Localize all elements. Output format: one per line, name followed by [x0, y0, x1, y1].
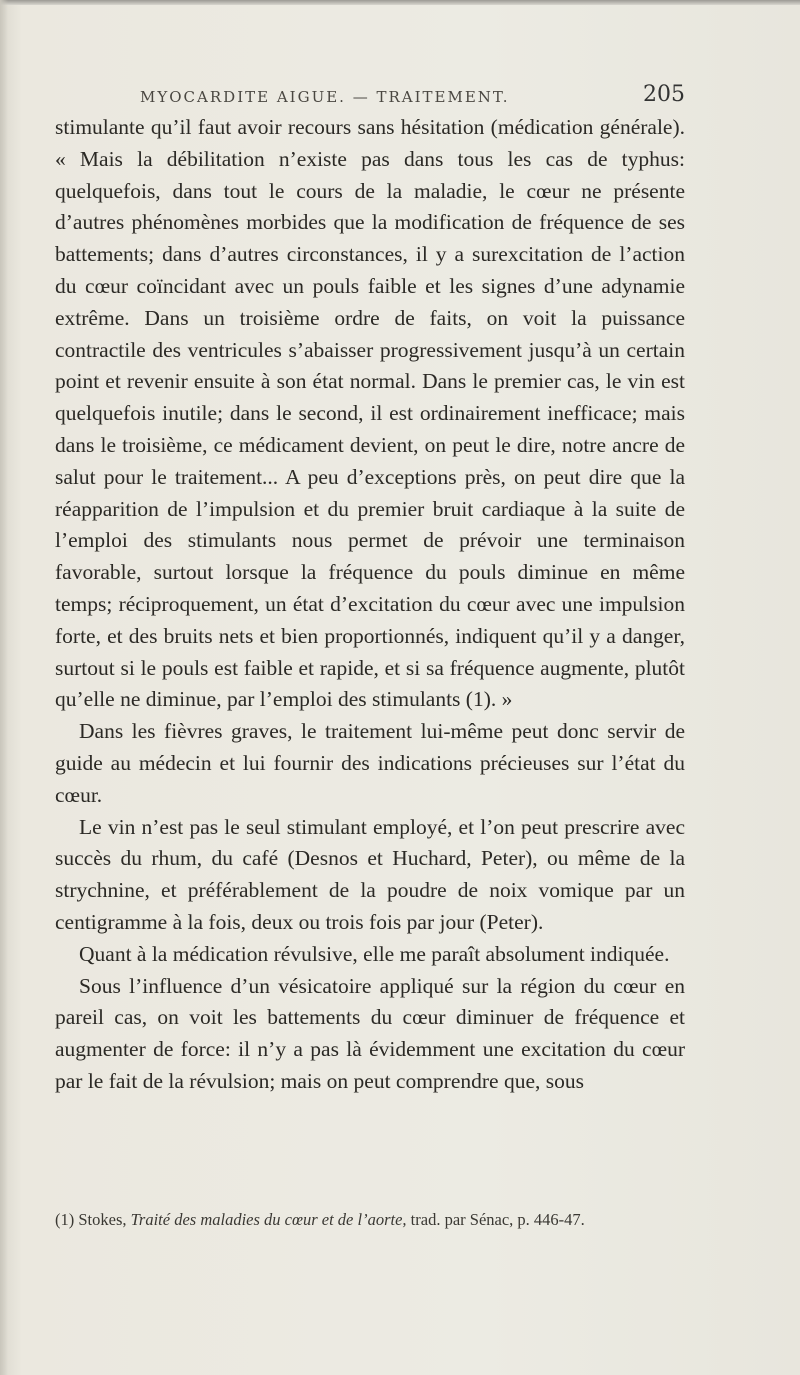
page-number: 205	[643, 82, 685, 107]
footnote-author: Stokes,	[78, 1210, 127, 1229]
paragraph: stimulante qu’il faut avoir recours sans hésitation (médication générale). « Mais la débilitation n’existe pas dans tous les cas de typhus: quelquefois, dans tout le cours de la maladie, le cœur ne présente d’autres phénomènes morbides que la modification de fréquence de ses battements; dans d’autres circonstances, il y a surexcitation de l’action du cœur coïncidant avec un pouls faible et les signes d’une adynamie extrême. Dans un troisième ordre de faits, on voit la puissance contractile des ventricules s’abaisser progressivement jusqu’à un certain point et revenir ensuite à son état normal. Dans le premier cas, le vin est quelquefois inutile; dans le second, il est ordinairement inefficace; mais dans le troisième, ce médicament devient, on peut le dire, notre ancre de salut pour le traitement... A peu d’exceptions près, on peut dire que la réapparition de l’impulsion et du premier bruit cardiaque à la suite de l’emploi des stimulants nous permet de prévoir une terminaison favorable, surtout lorsque la fréquence du pouls diminue en même temps; réciproquement, un état d’excitation du cœur avec une impulsion forte, et des bruits nets et bien proportionnés, indiquent qu’il y a danger, surtout si le pouls est faible et rapide, et si sa fréquence augmente, plutôt qu’elle ne diminue, par l’emploi des stimulants (1). »	[55, 115, 685, 712]
page-top-edge	[0, 0, 800, 5]
running-head: MYOCARDITE AIGUE. — TRAITEMENT.	[140, 88, 510, 106]
body-text	[55, 112, 685, 1098]
footnote-title: Traité des maladies du cœur et de l’aorte,	[130, 1210, 407, 1229]
paragraph: Le vin n’est pas le seul stimulant employé, et l’on peut prescrire avec succès du rhum, du café (Desnos et Huchard, Peter), ou même de la strychnine, et préférablement de la poudre de noix vomique par un centigramme à la fois, deux ou trois fois par jour (Peter).	[55, 814, 685, 934]
paragraph: Sous l’influence d’un vésicatoire appliqué sur la région du cœur en pareil cas, on voit les battements du cœur diminuer de fréquence et augmenter de force: il n’y a pas là évidemment une excitation du cœur par le fait de la révulsion; mais on peut comprendre que, sous	[55, 973, 685, 1093]
paragraph: Dans les fièvres graves, le traitement lui-même peut donc servir de guide au médecin et lui fournir des indications précieuses sur l’état du cœur.	[55, 719, 685, 807]
footnote-marker: (1)	[55, 1210, 75, 1229]
footnote-rest: trad. par Sénac, p. 446-47.	[410, 1210, 585, 1229]
paragraph: Quant à la médication révulsive, elle me paraît absolument indiquée.	[79, 941, 670, 966]
binding-shadow	[0, 0, 8, 1375]
page-header	[140, 82, 685, 112]
footnote	[55, 1209, 685, 1231]
